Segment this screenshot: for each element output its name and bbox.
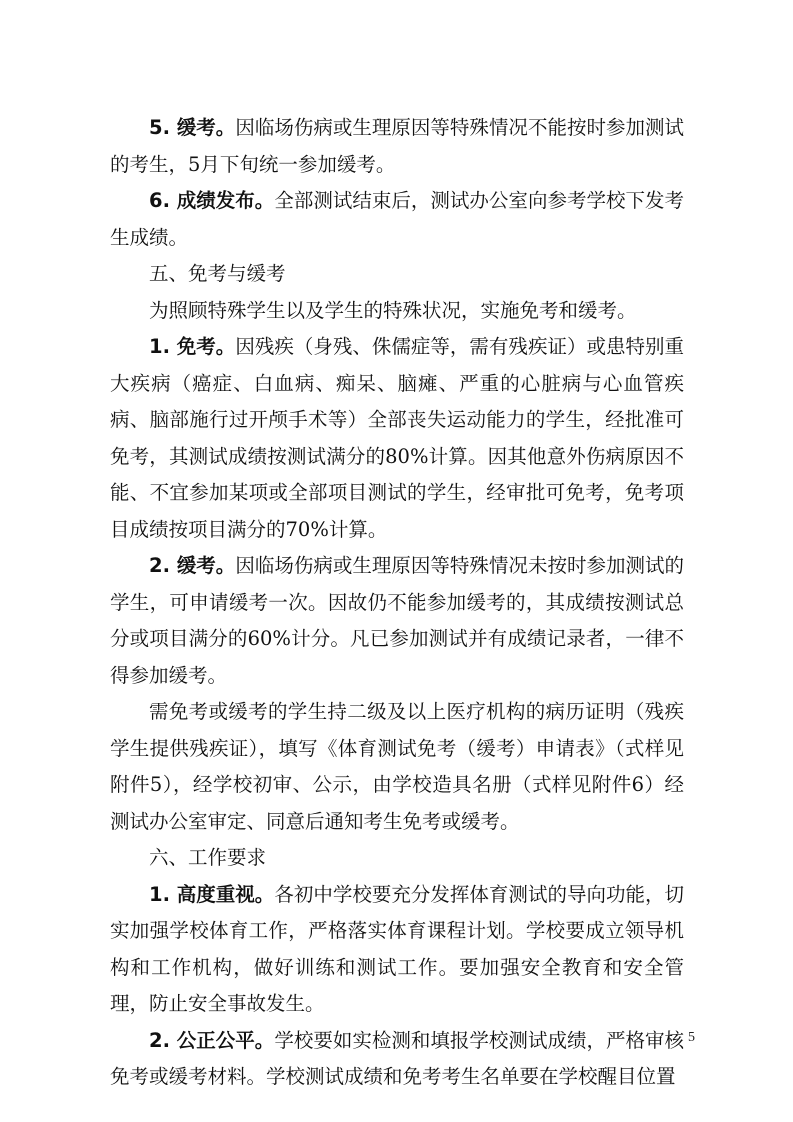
paragraph-text: 因临场伤病或生理原因等特殊情况不能按时参加测试的考生，5月下旬统一参加缓考。 xyxy=(110,116,684,176)
paragraph-exemption-intro xyxy=(110,293,684,330)
paragraph-heading: 2. 缓考。 xyxy=(149,554,236,577)
paragraph-fairness xyxy=(110,1023,684,1096)
paragraph-text: 因残疾（身残、侏儒症等，需有残疾证）或患特别重大疾病（癌症、白血病、痴呆、脑瘫、严重的心脏病与心血管疾病、脑部施行过开颅手术等）全部丧失运动能力的学生，经批准可免考，其测试成绩按测试满分的80%计算。因其他意外伤病原因不能、不宜参加某项或全部项目测试的学生，经审批可免考，免考项目成绩按项目满分的70%计算。 xyxy=(110,335,684,541)
paragraph-heading: 5. 缓考。 xyxy=(149,116,236,139)
section-title-exemption-deferral: 五、免考与缓考 xyxy=(149,262,286,285)
paragraph-exemption xyxy=(110,329,684,548)
document-body xyxy=(110,110,684,1096)
paragraph-application-procedure xyxy=(110,694,684,840)
section-title-work-requirements: 六、工作要求 xyxy=(149,846,267,869)
paragraph-heading: 2. 公正公平。 xyxy=(149,1028,275,1052)
paragraph-text: 学校要如实检测和填报学校测试成绩，严格审核免考或缓考材料。学校测试成绩和免考考生名单要在学校醒目位置 xyxy=(110,1028,684,1088)
paragraph-text: 各初中学校要充分发挥体育测试的导向功能，切实加强学校体育工作，严格落实体育课程计划。学校要成立领导机构和工作机构，做好训练和测试工作。要加强安全教育和安全管理，防止安全事故发生。 xyxy=(110,882,684,1015)
paragraph-deferral xyxy=(110,548,684,694)
page-number: 5 xyxy=(688,1030,695,1045)
paragraph-text: 因临场伤病或生理原因等特殊情况未按时参加测试的学生，可申请缓考一次。因故仍不能参加缓考的，其成绩按测试总分或项目满分的60%计分。凡已参加测试并有成绩记录者，一律不得参加缓考。 xyxy=(110,554,684,687)
paragraph-text: 需免考或缓考的学生持二级及以上医疗机构的病历证明（残疾学生提供残疾证），填写《体育测试免考（缓考）申请表》（式样见附件5），经学校初审、公示，由学校造具名册（式样见附件6）经测试办公室审定、同意后通知考生免考或缓考。 xyxy=(110,700,684,833)
paragraph-text: 全部测试结束后，测试办公室向参考学校下发考生成绩。 xyxy=(110,189,684,249)
paragraph-deferred-exam-5 xyxy=(110,110,684,183)
paragraph-heading: 6. 成绩发布。 xyxy=(149,189,275,212)
paragraph-heading: 1. 高度重视。 xyxy=(149,882,275,906)
paragraph-heading: 1. 免考。 xyxy=(149,335,236,358)
paragraph-text: 为照顾特殊学生以及学生的特殊状况，实施免考和缓考。 xyxy=(149,298,637,322)
paragraph-attach-importance xyxy=(110,877,684,1023)
paragraph-score-release xyxy=(110,183,684,256)
